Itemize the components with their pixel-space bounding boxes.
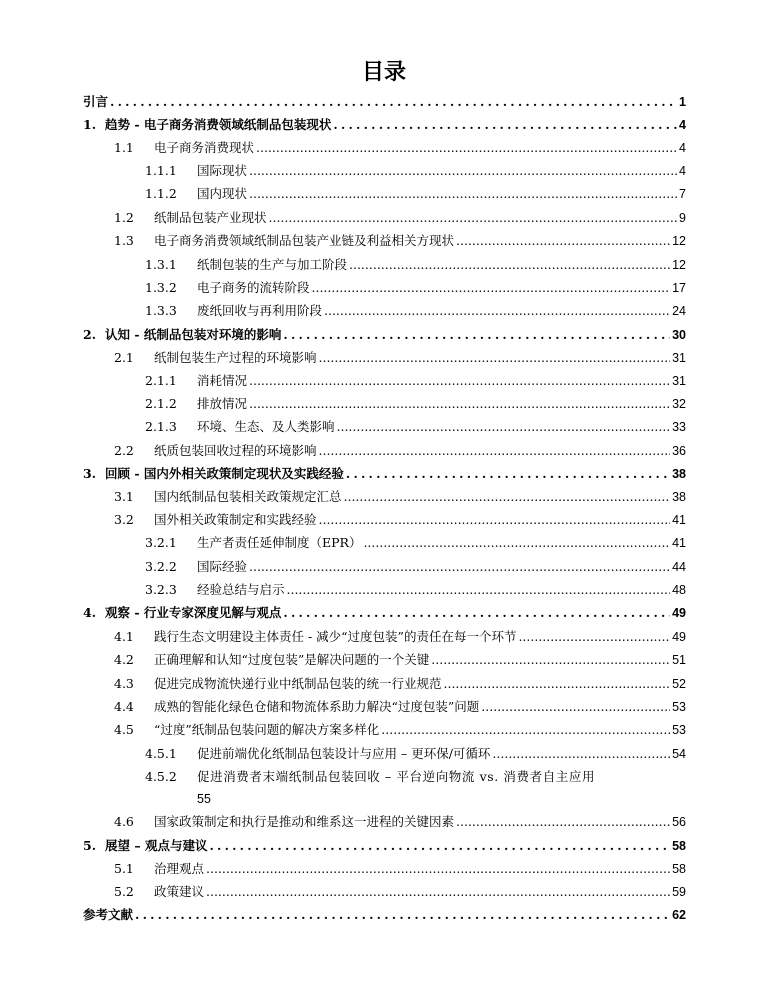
toc-entry-page: 48 <box>672 583 686 597</box>
dot-leader <box>333 117 677 133</box>
toc-entry-number: 4.6 <box>114 814 134 829</box>
toc-entry[interactable] <box>83 94 686 110</box>
toc-entry-number: 1.3.2 <box>145 280 177 295</box>
toc-entry-label: 国内纸制品包装相关政策规定汇总 <box>154 489 342 504</box>
toc-entry[interactable] <box>83 327 686 343</box>
toc-entry-label: 环境、生态、及人类影响 <box>197 419 335 434</box>
toc-entry-page: 49 <box>672 606 686 620</box>
toc-entry-number: 3. <box>83 466 97 481</box>
toc-entry-number: 5.2 <box>114 884 134 899</box>
dot-leader <box>283 605 670 621</box>
toc-entry-label: 电子商务消费领域纸制品包装产业链及利益相关方现状 <box>154 233 455 248</box>
toc-entry[interactable] <box>83 303 686 319</box>
toc-entry[interactable] <box>83 907 686 923</box>
toc-entry-label: 经验总结与启示 <box>197 582 285 597</box>
toc-entry-label: 纸质包装回收过程的环境影响 <box>154 443 317 458</box>
toc-entry-number: 4.3 <box>114 676 134 691</box>
toc-entry-page: 24 <box>672 304 686 318</box>
toc-entry-label: 成熟的智能化绿色仓储和物流体系助力解决“过度包装”问题 <box>154 699 480 714</box>
toc-entry-number: 5.1 <box>114 861 134 876</box>
toc-entry-number: 4.4 <box>114 699 134 714</box>
dot-leader <box>312 280 671 296</box>
toc-entry-page: 1 <box>679 95 686 109</box>
toc-entry-number: 1.1 <box>114 140 134 155</box>
dot-leader <box>249 559 670 575</box>
dot-leader <box>206 861 670 877</box>
toc-entry-page: 54 <box>672 747 686 761</box>
toc-entry-label: 国内现状 <box>197 186 248 201</box>
toc-entry-page: 44 <box>672 560 686 574</box>
toc-entry[interactable] <box>83 838 686 854</box>
toc-entry-label: 国际现状 <box>197 163 248 178</box>
toc-entry-page: 38 <box>672 490 686 504</box>
dot-leader <box>456 814 670 830</box>
toc-entry[interactable] <box>83 559 686 575</box>
toc-entry[interactable] <box>83 373 686 389</box>
toc-entry-number: 1.3 <box>114 233 134 248</box>
toc-entry-label: 电子商务消费现状 <box>154 140 255 155</box>
toc-entry[interactable] <box>83 419 686 435</box>
toc-entry-page: 4 <box>679 164 686 178</box>
toc-entry-number: 2.1.2 <box>145 396 177 411</box>
dot-leader <box>249 396 670 412</box>
toc-entry-page: 32 <box>672 397 686 411</box>
toc-entry-page: 53 <box>672 700 686 714</box>
toc-entry[interactable] <box>83 117 686 133</box>
dot-leader <box>287 582 671 598</box>
dot-leader <box>249 186 677 202</box>
dot-leader <box>363 535 670 551</box>
toc-entry-page: 41 <box>672 536 686 550</box>
toc-entry-page: 58 <box>672 862 686 876</box>
toc-entry-page: 33 <box>672 420 686 434</box>
toc-entry[interactable] <box>83 652 686 668</box>
dot-leader <box>492 746 670 762</box>
toc-entry[interactable] <box>83 605 686 621</box>
toc-entry-number: 4.2 <box>114 652 134 667</box>
toc-entry-page: 62 <box>672 908 686 922</box>
dot-leader <box>249 373 670 389</box>
toc-entry-number: 4.1 <box>114 629 134 644</box>
toc-entry-label: 排放情况 <box>197 396 248 411</box>
toc-entry[interactable] <box>83 280 686 296</box>
toc-entry-number: 1.1.2 <box>145 186 177 201</box>
toc-entry-number: 2.1.3 <box>145 419 177 434</box>
dot-leader <box>256 140 677 156</box>
toc-entry-page: 58 <box>672 839 686 853</box>
toc-entry-page: 12 <box>672 258 686 272</box>
toc-entry-number: 5. <box>83 838 97 853</box>
toc-entry[interactable] <box>83 722 686 738</box>
dot-leader <box>283 327 670 343</box>
toc-entry-page: 49 <box>672 630 686 644</box>
dot-leader <box>431 652 670 668</box>
toc-entry-page: 53 <box>672 723 686 737</box>
dot-leader <box>319 512 671 528</box>
toc-entry[interactable] <box>83 489 686 505</box>
toc-entry[interactable] <box>83 257 686 273</box>
toc-entry-label: 纸制包装的生产与加工阶段 <box>197 257 348 272</box>
toc-entry-number: 4.5.1 <box>145 746 177 761</box>
toc-entry-label: 促进消费者末端纸制品包装回收 – 平台逆向物流 vs. 消费者自主应用 <box>197 769 596 784</box>
dot-leader <box>481 699 670 715</box>
toc-entry-number: 3.2 <box>114 512 134 527</box>
toc-entry-label: 促进完成物流快递行业中纸制品包装的统一行业规范 <box>154 676 442 691</box>
toc-entry-label: 废纸回收与再利用阶段 <box>197 303 323 318</box>
toc-entry-label: 国际经验 <box>197 559 248 574</box>
dot-leader <box>135 907 670 923</box>
toc-entry[interactable] <box>83 396 686 412</box>
toc-entry[interactable] <box>83 535 686 551</box>
toc-entry-number: 4.5 <box>114 722 134 737</box>
toc-entry-page: 31 <box>672 374 686 388</box>
dot-leader <box>319 443 671 459</box>
toc-entry-label: 促进前端优化纸制品包装设计与应用 – 更环保/可循环 <box>197 746 491 761</box>
toc-entry-label: 纸制品包装产业现状 <box>154 210 267 225</box>
toc-entry-number: 2.2 <box>114 443 134 458</box>
dot-leader <box>337 419 671 435</box>
toc-entry-page: 31 <box>672 351 686 365</box>
toc-entry[interactable] <box>83 466 686 482</box>
dot-leader <box>249 163 677 179</box>
toc-entry[interactable] <box>83 186 686 202</box>
toc-entry-number: 3.2.1 <box>145 535 177 550</box>
toc-entry-label: 国家政策制定和执行是推动和维系这一进程的关键因素 <box>154 814 455 829</box>
dot-leader <box>346 466 670 482</box>
toc-entry-label: 生产者责任延伸制度（EPR） <box>197 535 362 550</box>
toc-entry-label: 践行生态文明建设主体责任 - 减少“过度包装”的责任在每一个环节 <box>154 629 517 644</box>
toc-entry[interactable] <box>83 582 686 598</box>
toc-entry[interactable] <box>83 350 686 366</box>
toc-entry-page: 59 <box>672 885 686 899</box>
toc-entry-page: 41 <box>672 513 686 527</box>
toc-entry-number: 1.3.3 <box>145 303 177 318</box>
toc-entry[interactable] <box>83 699 686 715</box>
toc-entry[interactable] <box>83 884 686 900</box>
toc-entry-page: 55 <box>197 792 211 806</box>
toc-entry-label: 趋势 - 电子商务消费领域纸制品包装现状 <box>105 117 332 132</box>
toc-entry-label: 回顾 - 国内外相关政策制定现状及实践经验 <box>105 466 344 481</box>
toc-entry[interactable] <box>83 814 686 830</box>
toc-entry[interactable] <box>83 210 686 226</box>
toc-entry-page: 56 <box>672 815 686 829</box>
dot-leader <box>456 233 670 249</box>
dot-leader <box>269 210 678 226</box>
toc-entry-number: 3.2.2 <box>145 559 177 574</box>
toc-entry-label: 电子商务的流转阶段 <box>197 280 310 295</box>
toc-entry-label: 观察 - 行业专家深度见解与观点 <box>105 605 282 620</box>
toc-entry-label: 纸制包装生产过程的环境影响 <box>154 350 317 365</box>
page-title: 目录 <box>361 59 406 85</box>
dot-leader <box>209 838 670 854</box>
toc-entry-label: 引言 <box>83 94 109 109</box>
toc-entry-number: 2.1 <box>114 350 134 365</box>
toc-entry-number: 3.2.3 <box>145 582 177 597</box>
toc-entry-number: 4. <box>83 605 97 620</box>
toc-entry-label: “过度”纸制品包装问题的解决方案多样化 <box>154 722 380 737</box>
toc-entry[interactable] <box>83 163 686 179</box>
toc-entry-label: 正确理解和认知“过度包装”是解决问题的一个关键 <box>154 652 430 667</box>
toc-entry-page: 7 <box>679 187 686 201</box>
toc-entry-page: 36 <box>672 444 686 458</box>
toc-entry-label: 展望 – 观点与建议 <box>105 838 208 853</box>
toc-entry[interactable] <box>83 676 686 692</box>
toc-entry-label: 消耗情况 <box>197 373 248 388</box>
toc-entry-page: 4 <box>679 141 686 155</box>
toc-entry-number: 2. <box>83 327 97 342</box>
dot-leader <box>110 94 677 110</box>
toc-entry[interactable] <box>83 766 686 810</box>
toc-entry-number: 1.3.1 <box>145 257 177 272</box>
toc-entry-page: 17 <box>672 281 686 295</box>
toc-entry[interactable] <box>83 443 686 459</box>
dot-leader <box>349 257 670 273</box>
toc-entry-label: 认知 - 纸制品包装对环境的影响 <box>105 327 282 342</box>
toc-entry-label: 治理观点 <box>154 861 205 876</box>
toc-entry-label: 政策建议 <box>154 884 205 899</box>
toc-entry-page: 12 <box>672 234 686 248</box>
toc-entry[interactable] <box>83 140 686 156</box>
toc-entry-page: 4 <box>679 118 686 132</box>
toc-entry[interactable] <box>83 861 686 877</box>
toc-entry[interactable] <box>83 233 686 249</box>
toc-entry-number: 4.5.2 <box>145 769 177 784</box>
dot-leader <box>206 884 670 900</box>
toc-entry-page: 30 <box>672 328 686 342</box>
dot-leader <box>324 303 670 319</box>
dot-leader <box>344 489 671 505</box>
toc-entry-page: 9 <box>679 211 686 225</box>
toc-entry-page: 52 <box>672 677 686 691</box>
toc-entry-label: 参考文献 <box>83 907 134 922</box>
toc-entry-page: 38 <box>672 467 686 481</box>
toc-entry-number: 1. <box>83 117 97 132</box>
dot-leader <box>444 676 671 692</box>
dot-leader <box>319 350 671 366</box>
dot-leader <box>381 722 670 738</box>
toc-entry-number: 1.2 <box>114 210 134 225</box>
toc-entry-page: 51 <box>672 653 686 667</box>
dot-leader <box>518 629 670 645</box>
toc-entry[interactable] <box>83 512 686 528</box>
toc-entry[interactable] <box>83 629 686 645</box>
toc-entry[interactable] <box>83 746 686 762</box>
toc-entry-number: 3.1 <box>114 489 134 504</box>
toc-entry-number: 1.1.1 <box>145 163 177 178</box>
toc-entry-label: 国外相关政策制定和实践经验 <box>154 512 317 527</box>
toc-entry-number: 2.1.1 <box>145 373 177 388</box>
